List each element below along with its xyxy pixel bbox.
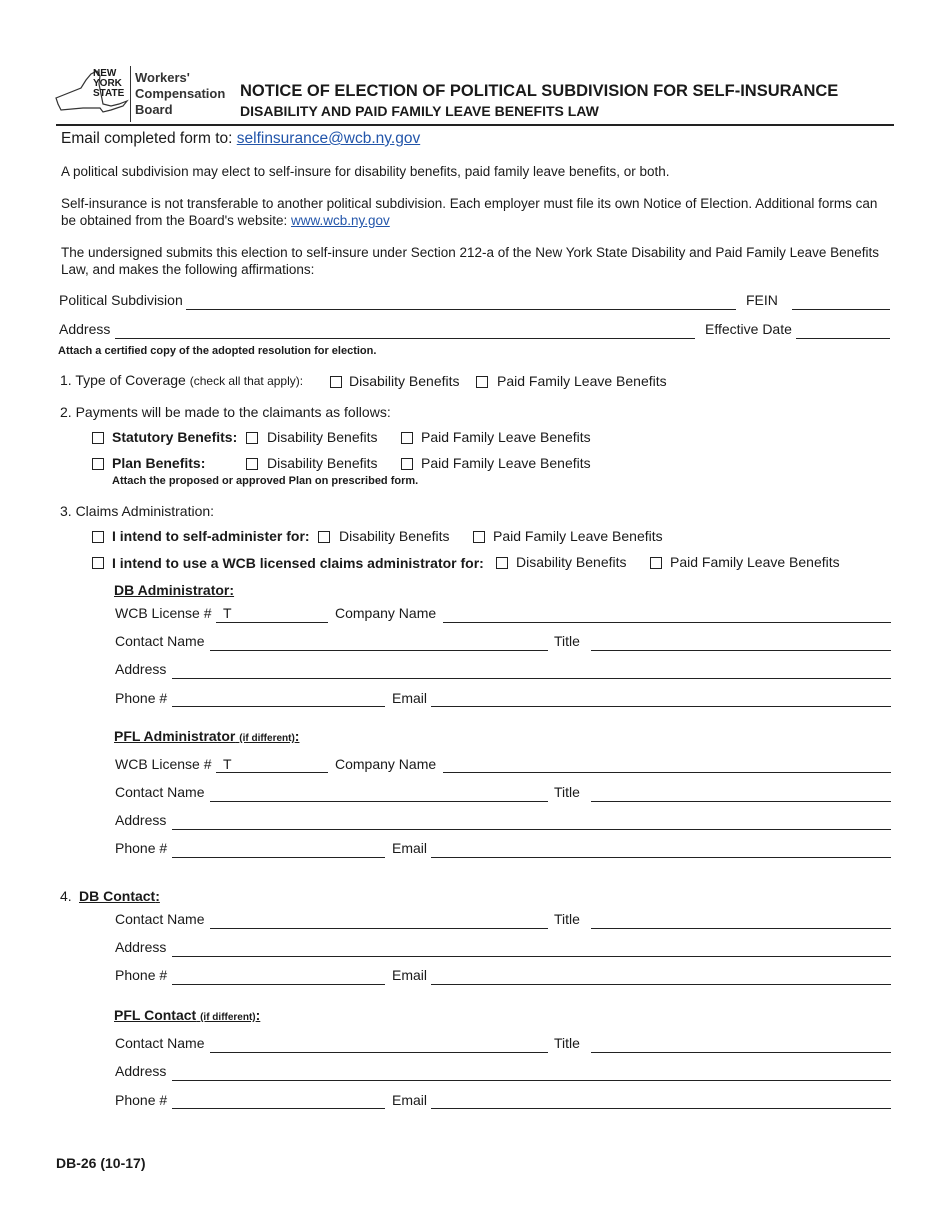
pfl-admin-email-label: Email — [392, 840, 428, 856]
db-contact-heading-text: DB Contact — [79, 888, 156, 904]
q3-licensed-pfl-checkbox[interactable] — [650, 557, 662, 569]
q3-licensed-admin-checkbox[interactable] — [92, 557, 104, 569]
pfl-admin-email-input[interactable] — [431, 857, 891, 858]
db-contact-title-input[interactable] — [591, 928, 891, 929]
pfl-contact-address-input[interactable] — [172, 1080, 891, 1081]
db-admin-wcb-license-label: WCB License # — [115, 605, 212, 621]
db-contact-phone-input[interactable] — [172, 984, 385, 985]
db-admin-title-input[interactable] — [591, 650, 891, 651]
pfl-admin-title-input[interactable] — [591, 801, 891, 802]
effective-date-label: Effective Date — [705, 321, 792, 337]
logo-state-line-3: STATE — [93, 88, 125, 99]
q2-label: 2. Payments will be made to the claimants as follows: — [60, 404, 391, 420]
db-contact-name-label: Contact Name — [115, 911, 205, 927]
db-admin-email-label: Email — [392, 690, 428, 706]
q3-licensed-pfl-label: Paid Family Leave Benefits — [670, 554, 840, 570]
intro-paragraph-1: A political subdivision may elect to self-insure for disability benefits, paid family leave benefits, or both. — [61, 164, 670, 179]
employer-address-input[interactable] — [115, 338, 695, 339]
submission-email-link[interactable]: selfinsurance@wcb.ny.gov — [236, 130, 421, 147]
pfl-contact-name-input[interactable] — [210, 1052, 548, 1053]
employer-address-label: Address — [59, 321, 111, 337]
nys-logo — [53, 66, 233, 122]
logo-divider — [130, 66, 131, 122]
q3-licensed-db-label: Disability Benefits — [516, 554, 627, 570]
pfl-admin-license-prefix: T — [223, 756, 232, 772]
q2-attach-plan-note: Attach the proposed or approved Plan on prescribed form. — [112, 475, 419, 487]
q3-label: 3. Claims Administration: — [60, 503, 215, 519]
pfl-admin-contact-name-input[interactable] — [210, 801, 548, 802]
intro-paragraph-2-text: Self-insurance is not transferable to another political subdivision. Each employer must file its own Notice of Election. Additional forms can be obtained from the Board's website: — [61, 196, 878, 228]
db-admin-email-input[interactable] — [431, 706, 891, 707]
pfl-contact-heading: PFL Contact (if different): — [114, 1007, 261, 1023]
q1-db-label: Disability Benefits — [349, 373, 460, 389]
db-admin-wcb-license-input[interactable] — [216, 622, 328, 623]
db-contact-address-label: Address — [115, 939, 167, 955]
db-contact-phone-label: Phone # — [115, 967, 168, 983]
q1-label: 1. Type of Coverage — [60, 372, 186, 388]
pfl-admin-address-input[interactable] — [172, 829, 891, 830]
logo-board-line-1: Workers' — [135, 70, 190, 85]
db-contact-email-label: Email — [392, 967, 428, 983]
q3-self-administer-label: I intend to self-administer for: — [112, 528, 310, 544]
pfl-contact-phone-input[interactable] — [172, 1108, 385, 1109]
db-contact-title-label: Title — [554, 911, 580, 927]
q2-plan-checkbox[interactable] — [92, 458, 104, 470]
fein-label: FEIN — [746, 292, 778, 308]
q3-self-db-checkbox[interactable] — [318, 531, 330, 543]
db-admin-address-label: Address — [115, 661, 167, 677]
pfl-contact-email-label: Email — [392, 1092, 428, 1108]
logo-state-line-2: YORK — [93, 78, 122, 89]
db-admin-title-label: Title — [554, 633, 580, 649]
db-contact-email-input[interactable] — [431, 984, 891, 985]
fein-input[interactable] — [792, 309, 890, 310]
q2-statutory-pfl-checkbox[interactable] — [401, 432, 413, 444]
q2-plan-db-label: Disability Benefits — [267, 455, 378, 471]
db-admin-address-input[interactable] — [172, 678, 891, 679]
pfl-admin-phone-input[interactable] — [172, 857, 385, 858]
q2-plan-pfl-label: Paid Family Leave Benefits — [421, 455, 591, 471]
pfl-administrator-heading: PFL Administrator (if different): — [114, 728, 300, 744]
db-admin-contact-name-input[interactable] — [210, 650, 548, 651]
db-admin-phone-label: Phone # — [115, 690, 168, 706]
q2-statutory-label: Statutory Benefits: — [112, 429, 238, 445]
q3-licensed-admin-label: I intend to use a WCB licensed claims administrator for: — [112, 555, 484, 571]
logo-state-line-1: NEW — [93, 68, 117, 79]
q4-number: 4. — [60, 888, 72, 904]
email-instruction-label: Email completed form to: — [61, 130, 233, 147]
form-title: NOTICE OF ELECTION OF POLITICAL SUBDIVISION FOR SELF-INSURANCE — [240, 82, 839, 100]
db-contact-heading: DB Contact: — [79, 888, 160, 904]
db-contact-address-input[interactable] — [172, 956, 891, 957]
intro-paragraph-3: The undersigned submits this election to self-insure under Section 212-a of the New York State Disability and Paid Family Leave Benefits Law, and makes the following affirmations: — [61, 245, 879, 277]
q2-plan-pfl-checkbox[interactable] — [401, 458, 413, 470]
q2-statutory-checkbox[interactable] — [92, 432, 104, 444]
logo-board-line-3: Board — [135, 102, 173, 117]
q2-statutory-pfl-label: Paid Family Leave Benefits — [421, 429, 591, 445]
logo-board-line-2: Compensation — [135, 86, 226, 101]
pfl-contact-heading-text: PFL Contact — [114, 1007, 197, 1023]
q2-statutory-db-checkbox[interactable] — [246, 432, 258, 444]
political-subdivision-label: Political Subdivision — [59, 292, 183, 308]
q2-statutory-db-label: Disability Benefits — [267, 429, 378, 445]
db-admin-company-name-input[interactable] — [443, 622, 891, 623]
pfl-contact-title-input[interactable] — [591, 1052, 891, 1053]
db-admin-company-name-label: Company Name — [335, 605, 437, 621]
pfl-contact-address-label: Address — [115, 1063, 167, 1079]
q3-self-db-label: Disability Benefits — [339, 528, 450, 544]
pfl-admin-phone-label: Phone # — [115, 840, 168, 856]
db-admin-phone-input[interactable] — [172, 706, 385, 707]
q3-self-pfl-checkbox[interactable] — [473, 531, 485, 543]
q1-db-checkbox[interactable] — [330, 376, 342, 388]
pfl-contact-email-input[interactable] — [431, 1108, 891, 1109]
q3-self-administer-checkbox[interactable] — [92, 531, 104, 543]
pfl-contact-phone-label: Phone # — [115, 1092, 168, 1108]
db-administrator-heading-text: DB Administrator — [114, 582, 230, 598]
pfl-admin-wcb-license-input[interactable] — [216, 772, 328, 773]
pfl-admin-address-label: Address — [115, 812, 167, 828]
wcb-website-link[interactable]: www.wcb.ny.gov — [290, 213, 390, 228]
q1-type-of-coverage — [60, 372, 303, 388]
effective-date-input[interactable] — [796, 338, 890, 339]
pfl-admin-contact-name-label: Contact Name — [115, 784, 205, 800]
pfl-admin-if-different: (if different) — [239, 733, 295, 744]
q1-pfl-label: Paid Family Leave Benefits — [497, 373, 667, 389]
q2-plan-label: Plan Benefits: — [112, 455, 206, 471]
pfl-contact-name-label: Contact Name — [115, 1035, 205, 1051]
q3-self-pfl-label: Paid Family Leave Benefits — [493, 528, 663, 544]
header-rule — [56, 124, 894, 126]
pfl-admin-title-label: Title — [554, 784, 580, 800]
attach-resolution-note: Attach a certified copy of the adopted resolution for election. — [58, 345, 377, 357]
db-admin-contact-name-label: Contact Name — [115, 633, 205, 649]
q1-pfl-checkbox[interactable] — [476, 376, 488, 388]
intro-paragraph-2 — [61, 195, 891, 229]
db-contact-name-input[interactable] — [210, 928, 548, 929]
db-admin-license-prefix: T — [223, 605, 232, 621]
q1-hint: (check all that apply): — [189, 374, 304, 388]
pfl-contact-title-label: Title — [554, 1035, 580, 1051]
db-administrator-heading: DB Administrator: — [114, 582, 235, 598]
pfl-contact-if-different: (if different) — [200, 1012, 256, 1023]
political-subdivision-input[interactable] — [186, 309, 736, 310]
pfl-admin-wcb-license-label: WCB License # — [115, 756, 212, 772]
pfl-administrator-heading-text: PFL Administrator — [114, 728, 236, 744]
q3-licensed-db-checkbox[interactable] — [496, 557, 508, 569]
form-id: DB-26 (10-17) — [56, 1155, 146, 1171]
form-subtitle: DISABILITY AND PAID FAMILY LEAVE BENEFITS LAW — [240, 103, 599, 119]
pfl-admin-company-name-input[interactable] — [443, 772, 891, 773]
q2-plan-db-checkbox[interactable] — [246, 458, 258, 470]
pfl-admin-company-name-label: Company Name — [335, 756, 437, 772]
email-instruction — [61, 130, 420, 148]
